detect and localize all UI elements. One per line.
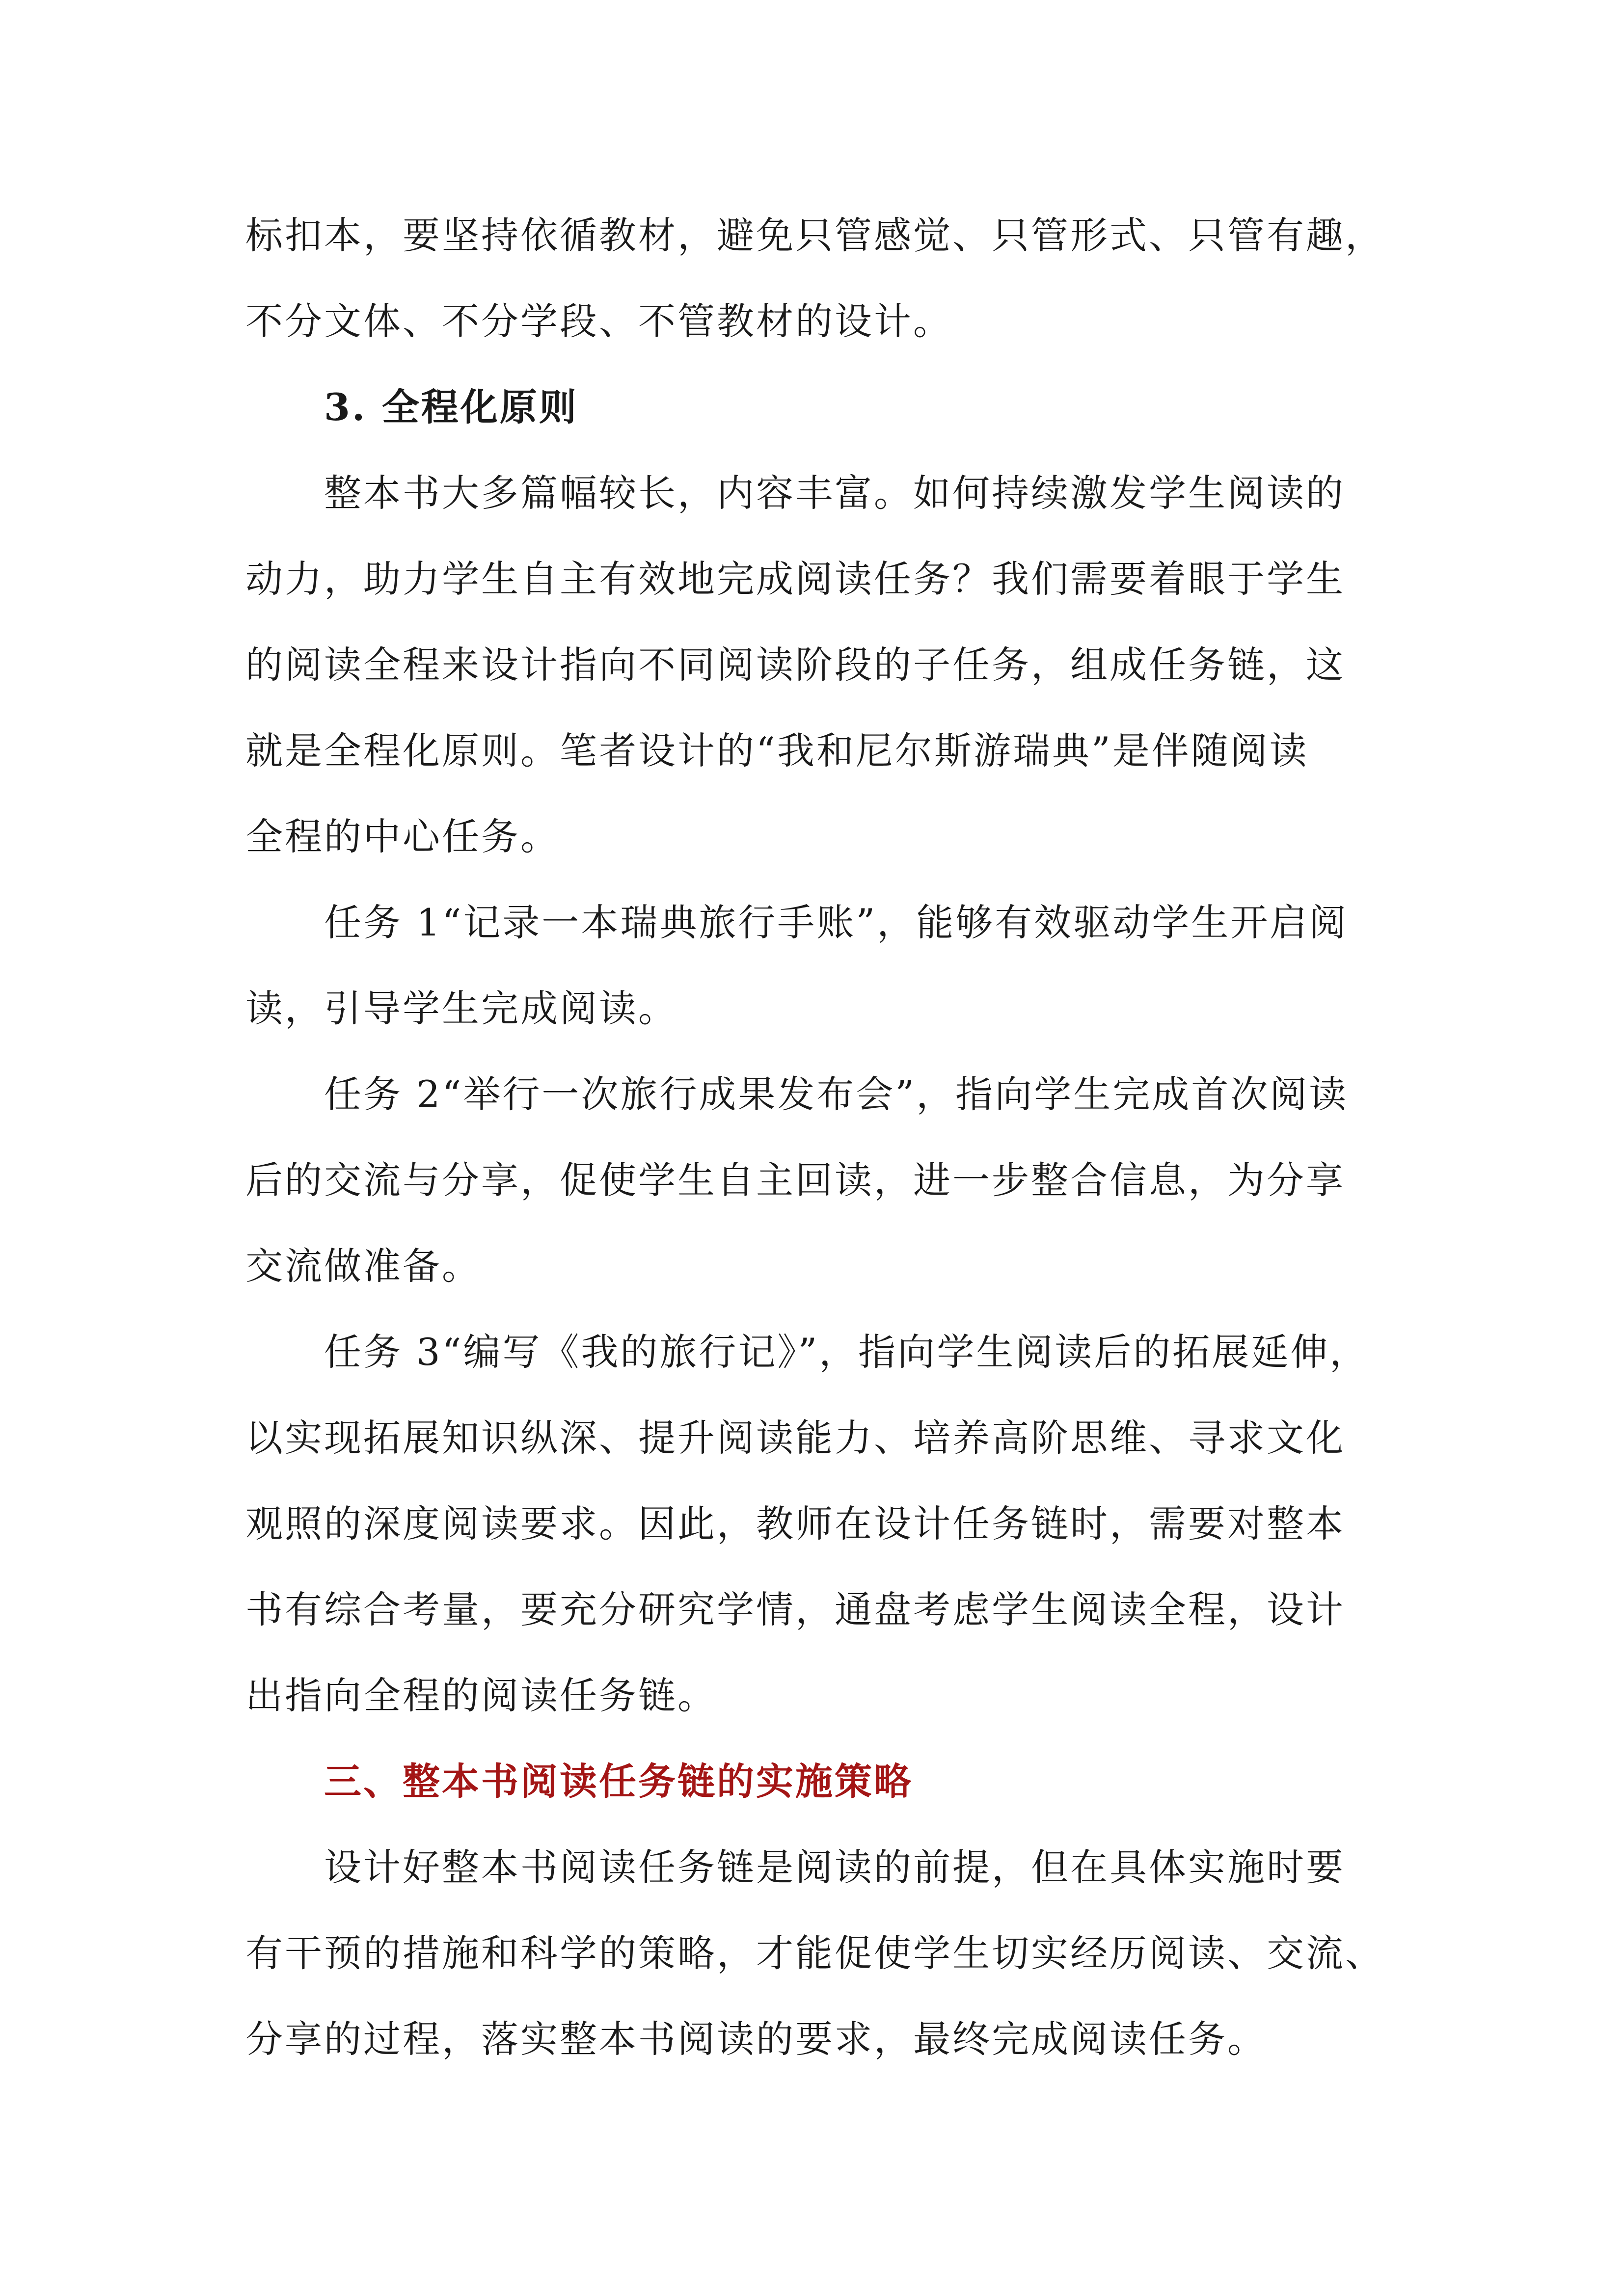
paragraph-line: 任务 2“举行一次旅行成果发布会”，指向学生完成首次阅读: [324, 1072, 1349, 1116]
paragraph-line: 以实现拓展知识纵深、提升阅读能力、培养高阶思维、寻求文化: [245, 1416, 1345, 1460]
paragraph-line: 标扣本，要坚持依循教材，避免只管感觉、只管形式、只管有趣，: [245, 214, 1384, 257]
paragraph-line: 出指向全程的阅读任务链。: [245, 1674, 717, 1717]
paragraph-line: 后的交流与分享，促使学生自主回读，进一步整合信息，为分享: [245, 1158, 1345, 1202]
paragraph-line: 有干预的措施和科学的策略，才能促使学生切实经历阅读、交流、: [245, 1931, 1384, 1975]
paragraph-line: 书有综合考量，要充分研究学情，通盘考虑学生阅读全程，设计: [245, 1588, 1345, 1631]
paragraph-line: 分享的过程，落实整本书阅读的要求，最终完成阅读任务。: [245, 2017, 1267, 2061]
paragraph-line: 交流做准备。: [245, 1244, 481, 1288]
paragraph-line: 全程的中心任务。: [245, 815, 560, 858]
paragraph-line: 动力，助力学生自主有效地完成阅读任务？我们需要着眼于学生: [245, 557, 1345, 601]
paragraph-line: 任务 1“记录一本瑞典旅行手账”，能够有效驱动学生开启阅: [324, 901, 1349, 944]
paragraph-line: 不分文体、不分学段、不管教材的设计。: [245, 299, 952, 343]
section-heading-3: 三、整本书阅读任务链的实施策略: [324, 1760, 913, 1803]
paragraph-line: 任务 3“编写《我的旅行记》”，指向学生阅读后的拓展延伸，: [324, 1330, 1369, 1374]
paragraph-line: 设计好整本书阅读任务链是阅读的前提，但在具体实施时要: [324, 1845, 1345, 1889]
paragraph-line: 观照的深度阅读要求。因此，教师在设计任务链时，需要对整本: [245, 1502, 1345, 1546]
paragraph-line: 整本书大多篇幅较长，内容丰富。如何持续激发学生阅读的: [324, 471, 1345, 515]
paragraph-line: 读，引导学生完成阅读。: [245, 987, 677, 1030]
paragraph-line: 的阅读全程来设计指向不同阅读阶段的子任务，组成任务链，这: [245, 643, 1345, 687]
subheading-principle-3: 3. 全程化原则: [324, 385, 578, 429]
paragraph-line: 就是全程化原则。笔者设计的“我和尼尔斯游瑞典”是伴随阅读: [245, 729, 1309, 773]
